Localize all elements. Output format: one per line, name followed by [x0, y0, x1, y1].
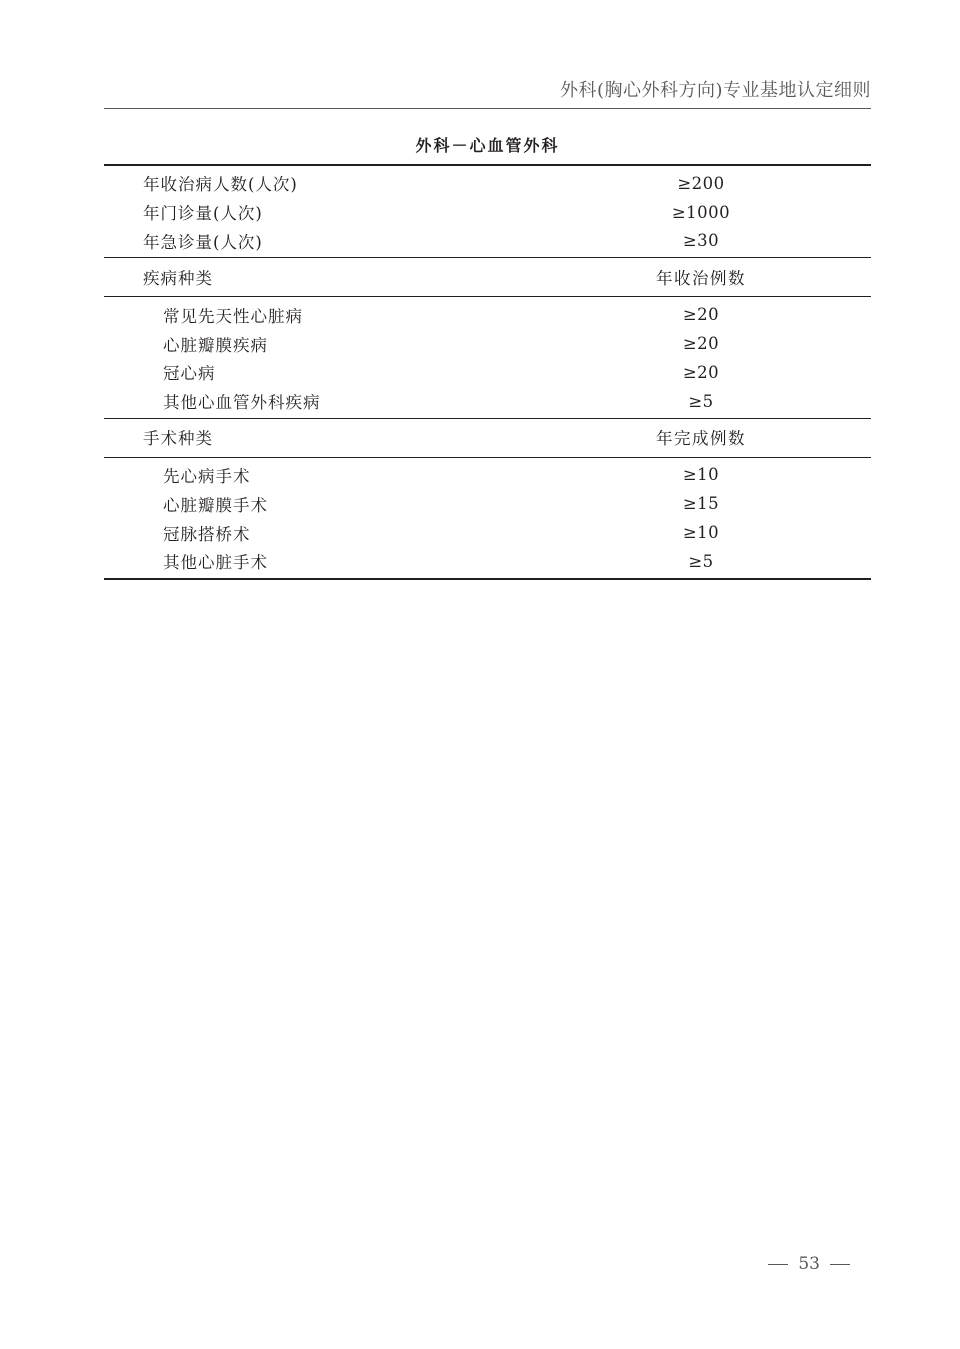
page-number	[758, 1254, 860, 1274]
row-value: ≥5	[688, 551, 714, 571]
header-rule	[104, 108, 871, 109]
row-value: ≥10	[682, 523, 720, 543]
table-title: 外科－心血管外科	[415, 136, 560, 155]
requirements-table	[104, 164, 871, 580]
row-value: ≥20	[682, 334, 720, 354]
table-row	[104, 387, 871, 416]
row-value: ≥200	[677, 173, 725, 193]
row-label: 其他心脏手术	[163, 553, 268, 573]
section-header-value: 年收治例数	[656, 268, 746, 288]
row-value: ≥20	[682, 305, 720, 325]
summary-block	[104, 166, 871, 257]
row-value: ≥20	[682, 362, 720, 382]
row-label: 年收治病人数(人次)	[143, 175, 298, 195]
section-header-row	[104, 421, 871, 454]
surgery-block	[104, 458, 871, 578]
section-header-label: 手术种类	[143, 429, 213, 449]
section-header-value: 年完成例数	[656, 429, 746, 449]
table-row	[104, 227, 871, 256]
row-label: 冠心病	[163, 364, 216, 384]
row-value: ≥10	[682, 465, 720, 485]
page-number-text: 53	[798, 1254, 820, 1274]
row-value: ≥15	[682, 494, 720, 514]
table-row	[104, 198, 871, 227]
table-row	[104, 358, 871, 387]
table-row	[104, 329, 871, 358]
row-value: ≥5	[688, 391, 714, 411]
row-label: 其他心血管外科疾病	[163, 393, 321, 413]
running-header: 外科(胸心外科方向)专业基地认定细则	[559, 80, 871, 101]
page-dash-left	[768, 1264, 788, 1265]
row-label: 冠脉搭桥术	[163, 524, 251, 544]
row-label: 年急诊量(人次)	[143, 232, 263, 252]
row-label: 心脏瓣膜手术	[163, 495, 268, 515]
disease-block	[104, 297, 871, 417]
table-row	[104, 300, 871, 329]
table-row	[104, 518, 871, 547]
row-value: ≥30	[682, 231, 720, 251]
row-label: 年门诊量(人次)	[143, 204, 263, 224]
page-dash-right	[830, 1264, 850, 1265]
section-header-row	[104, 260, 871, 293]
table-row	[104, 461, 871, 490]
row-label: 心脏瓣膜疾病	[163, 335, 268, 355]
table-row	[104, 169, 871, 198]
surgery-header-block	[104, 419, 871, 457]
table-bottom-rule	[104, 578, 871, 580]
row-label: 先心病手术	[163, 466, 251, 486]
row-value: ≥1000	[671, 202, 731, 222]
section-header-label: 疾病种类	[143, 268, 213, 288]
disease-header-block	[104, 258, 871, 296]
table-row	[104, 489, 871, 518]
row-label: 常见先天性心脏病	[163, 306, 303, 326]
table-row	[104, 547, 871, 576]
